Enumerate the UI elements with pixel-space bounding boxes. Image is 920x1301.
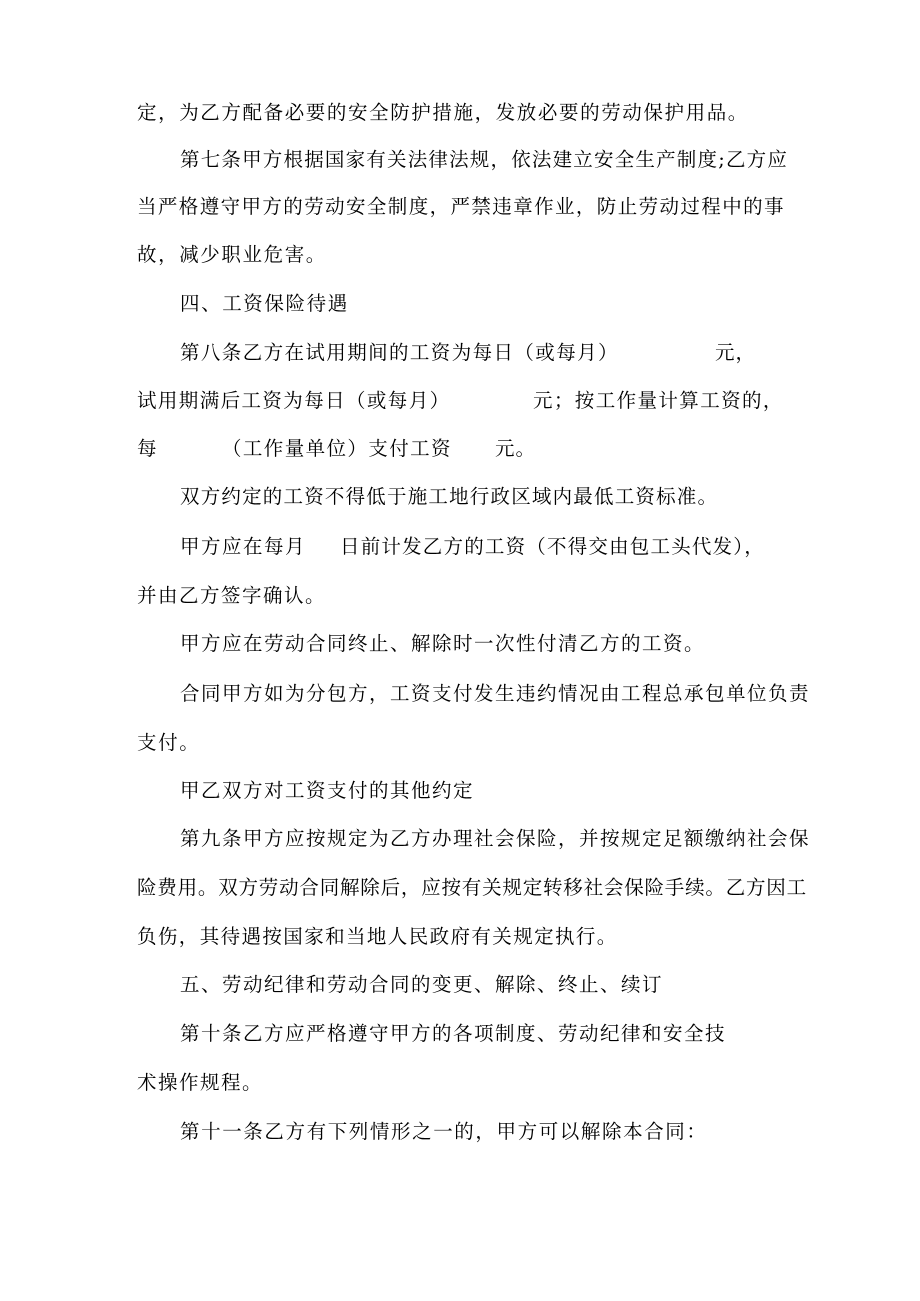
text-line-tail: 元， [715, 341, 757, 364]
text-line: 并由乙方签字确认。 [137, 584, 327, 607]
text-line: 负伤，其待遇按国家和当地人民政府有关规定执行。 [137, 925, 618, 948]
text-line-tail: 元；按工作量计算工资的， [533, 389, 784, 412]
section-heading: 五、劳动纪律和劳动合同的变更、解除、终止、续订 [180, 973, 664, 996]
text-line: 每 [137, 437, 158, 460]
text-line: 双方约定的工资不得低于施工地行政区域内最低工资标准。 [180, 485, 719, 508]
text-line: 支付。 [137, 731, 201, 754]
text-line: 第八条乙方在试用期间的工资为每日（或每月） [180, 341, 619, 364]
text-line: （工作量单位）支付工资 [222, 437, 452, 460]
text-line: 故，减少职业危害。 [137, 243, 327, 266]
text-line: 术操作规程。 [137, 1071, 264, 1094]
text-line: 第十一条乙方有下列情形之一的，甲方可以解除本合同： [180, 1120, 708, 1143]
text-line: 甲方应在每月 [180, 535, 307, 558]
text-line: 合同甲方如为分包方，工资支付发生违约情况由工程总承包单位负责 [180, 682, 811, 705]
text-line: 第七条甲方根据国家有关法律法规，依法建立安全生产制度;乙方应 [180, 148, 789, 171]
section-heading: 四、工资保险待遇 [180, 292, 349, 315]
text-line: 险费用。双方劳动合同解除后，应按有关规定转移社会保险手续。乙方因工 [137, 876, 807, 899]
text-line: 第十条乙方应严格遵守甲方的各项制度、劳动纪律和安全技 [180, 1022, 727, 1045]
text-line-tail: 元。 [495, 437, 537, 460]
text-line: 试用期满后工资为每日（或每月） [137, 389, 451, 412]
text-line: 甲乙双方对工资支付的其他约定 [180, 779, 475, 802]
text-line: 第九条甲方应按规定为乙方办理社会保险，并按规定足额缴纳社会保 [180, 827, 811, 850]
text-line: 定，为乙方配备必要的安全防护措施，发放必要的劳动保护用品。 [137, 101, 749, 124]
text-line: 甲方应在劳动合同终止、解除时一次性付清乙方的工资。 [180, 632, 706, 655]
text-line: 当严格遵守甲方的劳动安全制度，严禁违章作业，防止劳动过程中的事 [137, 195, 785, 218]
text-line-tail: 日前计发乙方的工资（不得交由包工头代发）， [340, 535, 765, 558]
